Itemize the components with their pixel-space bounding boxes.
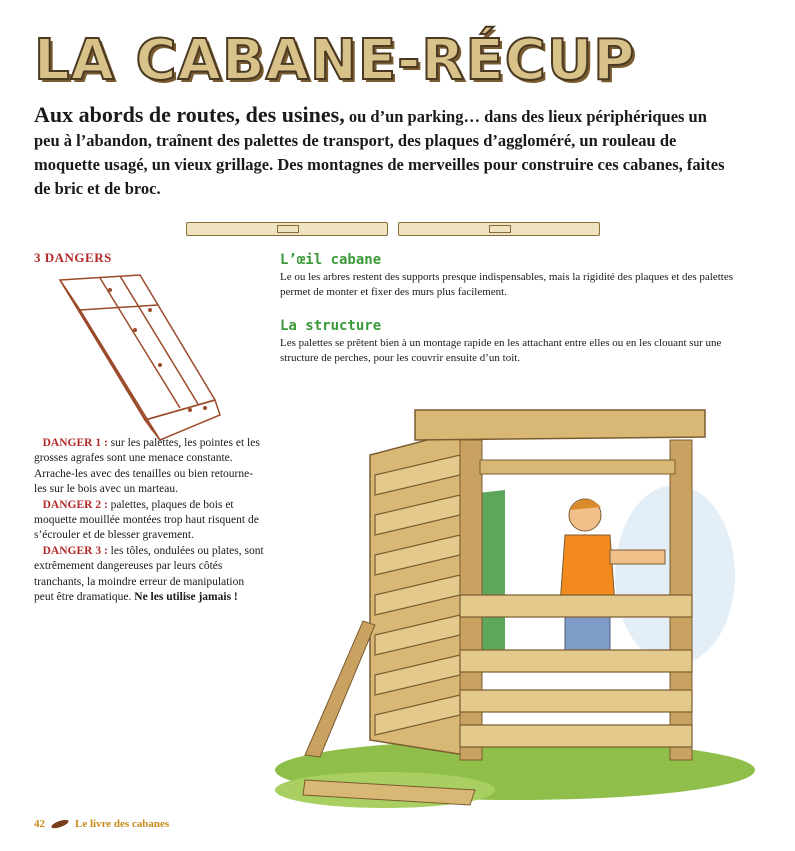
- divider-plank-left: [186, 222, 388, 236]
- danger-3-warning: Ne les utilise jamais !: [134, 591, 238, 604]
- danger-3-label: DANGER 3 :: [42, 544, 108, 557]
- book-title: Le livre des cabanes: [75, 818, 170, 830]
- dangers-text: [34, 436, 264, 605]
- intro-paragraph: [34, 103, 734, 201]
- structure-text: Les palettes se prêtent bien à un montage rapide en les attachant entre elles ou en les clouant sur une structure de perches, pour les couvrir ensuite d’un toit.: [280, 337, 722, 364]
- danger-3-text: les tôles, ondulées ou plates, sont extrêmement dangereuses par leurs côtés tranchants, la moindre erreur de manipulation peut être dramatique.: [34, 544, 264, 604]
- oeil-cabane-heading: L’œil cabane: [280, 252, 382, 268]
- danger-1-label: DANGER 1 :: [42, 437, 108, 449]
- oeil-cabane-text: Le ou les arbres restent des supports presque indispensables, mais la rigidité des plaques et des palettes permet de monter et fixer des murs plus facilement.: [280, 271, 734, 298]
- dangers-heading: 3 DANGERS: [34, 250, 112, 265]
- page-footer: [34, 818, 169, 830]
- intro-rest: ou d’un parking… dans des lieux périphériques un peu à l’abandon, traînent des palettes de transport, des plaques d’aggloméré, un rouleau de moquette usagé, un vieux grillage. Des montagnes de merveilles pour construire ces cabanes, faites de bric et de broc.: [34, 107, 725, 198]
- danger-1-text: sur les palettes, les pointes et les grosses agrafes sont une menace constante. Arrache-les avec des tenailles ou bien retourne-les sur le bois avec un marteau.: [34, 437, 260, 496]
- danger-2-label: DANGER 2 :: [42, 498, 108, 511]
- structure-heading: La structure: [280, 318, 382, 334]
- page-title: LA CABANE-RÉCUP: [34, 28, 636, 93]
- danger-2-text: palettes, plaques de bois et moquette mouillée montées trop haut risquent de s’écrouler et de blesser gravement.: [34, 498, 259, 542]
- feather-icon: [51, 819, 70, 831]
- divider-plank-right: [398, 222, 600, 236]
- page-number: 42: [34, 818, 45, 830]
- pallet-cabin-illustration: [265, 395, 755, 820]
- intro-lead: Aux abords de routes, des usines,: [34, 102, 345, 127]
